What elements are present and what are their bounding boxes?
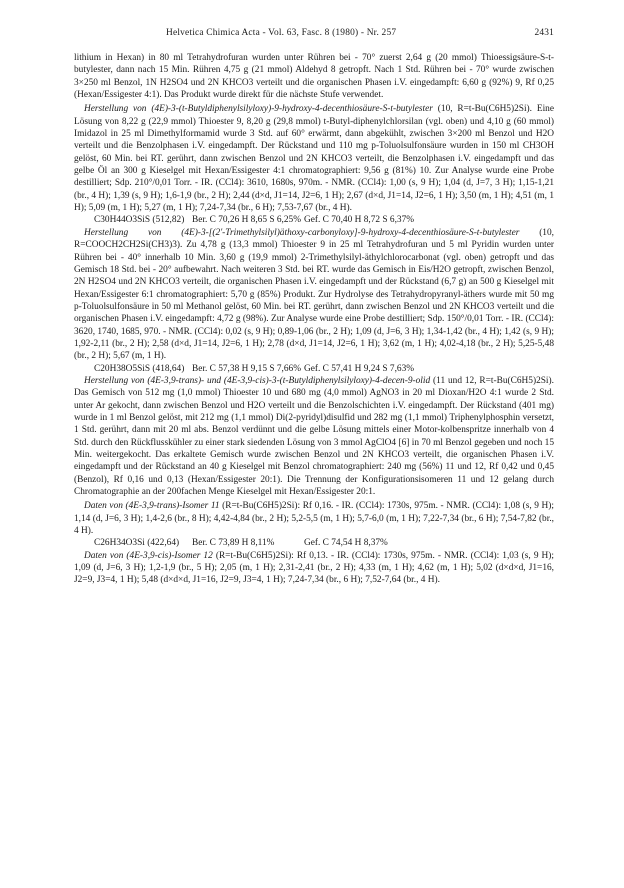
elemental-analysis: [74, 537, 554, 549]
journal-page: [74, 28, 554, 587]
section-title: Daten von (4E-3,9-trans)-Isomer 11: [84, 501, 220, 512]
paragraph-preparation-11-12: [74, 375, 554, 498]
page-number: 2431: [534, 28, 554, 38]
paragraph-text: (10, R=COOCH2CH2Si(CH3)3). Zu 4,78 g (13,3 mmol) Thioester 9 in 25 ml Tetrahydrofuran und 5 ml Pyridin wurden unter Rühren bei - 40° innerhalb 10 Min. 3,60 g (19,9 mmol) 2-Trimethylsilyl-äthylchlorocarbonat (vgl. oben) getropft und das Gemisch 18 Std. bei - 20° aufbewahrt. Nach weiteren 3 Std. bei RT. wurde das Gemisch in Eis/H2O getropft, zwischen Benzol, 2N H2SO4 und 2N KHCO3 verteilt, die organischen Phasen i.V. eingedampft und der Rückstand (6,7 g) an 500 g Kieselgel mit Hexan/Essigester 6:1 chromatographiert: 5,70 g (85%) Produkt. Zur Hydrolyse des Tetrahydropyranyl-äthers wurde mit 50 mg p-Toluolsulfonsäure in 50 ml Methanol gelöst, 60 Min. bei RT. gerührt, dann zwischen Benzol und 2N KHCO3 verteilt und die organischen Phasen i.V. eingedampft: 4,72 g (98%). Zur Analyse wurde eine Probe destilliert; Sdp. 150°/0,01 Torr. - IR. (CCl4): 3620, 1740, 1685, 970. - NMR. (CCl4): 0,02 (s, 9 H); 0,89-1,06 (br., 2 H); 1,09 (d, J=6, 3 H); 1,34-1,42 (br., 4 H); 1,42 (s, 9 H); 1,92-2,11 (br., 2 H); 2,58 (d×d, J1=14, J2=6, 1 H); 2,78 (d×d, J1=14, J2=6, 1 H); 3,62 (m, 1 H); 4,02-4,18 (br., 2 H); 5,25-5,48 (br., 2 H); 5,67 (m, 1 H).: [74, 227, 554, 362]
paragraph-preparation-10: [74, 103, 554, 214]
calculated-values: Ber. C 73,89 H 8,11%: [192, 538, 275, 549]
paragraph-data-isomer-11: [74, 500, 554, 537]
found-values: Gef. C 70,40 H 8,72 S 6,37%: [304, 215, 415, 226]
molecular-formula: C26H34O3Si (422,64): [94, 538, 180, 549]
paragraph-text: (10, R=t-Bu(C6H5)2Si). Eine Lösung von 8,22 g (22,9 mmol) Thioester 9, 8,20 g (29,8 mmol) t-Butyl-diphenylchlorsilan (vgl. oben) und 4,10 g (60 mmol) Imidazol in 25 ml Dimethylformamid wurde 3 Std. auf 60° erwärmt, dann abgekühlt, zwischen 3×200 ml Benzol und H2O verteilt und die Benzolphasen i.V. eingedampft. Der Rückstand und 110 mg p-Toluolsulfonsäure wurden in 150 ml CH3OH gelöst, 60 Min. bei RT. gerührt, dann zwischen Benzol und 2N KHCO3 verteilt, die Benzolphasen i.V. eingedampft und das gelbe Öl an 300 g Kieselgel mit Hexan/Essigester 4:1 chromatographiert: 9,56 g (81%) 10. Zur Analyse wurde eine Probe destilliert; Sdp. 210°/0,01 Torr. - IR. (CCl4): 3610, 1680s, 970m. - NMR. (CCl4): 1,00 (s, 9 H); 1,04 (d, J=7, 3 H); 1,15-1,21 (br., 4 H); 1,39 (s, 9 H); 1,6-1,9 (br., 2 H); 2,44 (d×d, J1=14, J2=6, 1 H); 2,67 (d×d, J1=14, J2=6, 1 H); 3,50 (m, 1 H); 4,51 (m, 1 H); 5,09 (m, 1 H); 5,27 (m, 1 H); 7,24-7,34 (br., 6 H); 7,53-7,67 (br., 4 H).: [74, 104, 554, 214]
paragraph-synthesis-9: lithium in Hexan) in 80 ml Tetrahydrofuran wurden unter Rühren bei - 70° zuerst 2,64 g (20 mmol) Thioessigsäure-S-t-butylester, dann nach 15 Min. Rühren 4,75 g (21 mmol) Aldehyd 8 getropft. Nach 1 Std. Rühren bei - 70° wurde zwischen 3×250 ml Benzol, 1N H2SO4 und 2N KHCO3 verteilt und die organischen Phasen i.V. eingedampft: 6,60 g (92%) 9, Rf 0,25 (Hexan/Essigester 4:1). Das Produkt wurde direkt für die nächste Stufe verwendet.: [74, 53, 554, 101]
section-title: Herstellung von (4E)-3-[(2'-Trimethylsilyl)äthoxy-carbonyloxy]-9-hydroxy-4-decenthiosäure-S-t-butylester: [84, 227, 520, 238]
section-title: Daten von (4E-3,9-cis)-Isomer 12: [84, 550, 213, 561]
paragraph-preparation-10-carbonate: [74, 227, 554, 363]
molecular-formula: C30H44O3SiS (512,82): [94, 215, 185, 226]
elemental-analysis: [74, 214, 554, 226]
paragraph-data-isomer-12: [74, 550, 554, 587]
section-title: Herstellung von (4E)-3-(t-Butyldiphenylsilyloxy)-9-hydroxy-4-decenthiosäure-S-t-butylester: [84, 104, 433, 115]
paragraph-text: (R=t-Bu(C6H5)2Si): Rf 0,13. - IR. (CCl4): 1730s, 975m. - NMR. (CCl4): 1,03 (s, 9 H); 1,09 (d, J=6, 3 H); 1,2-1,9 (br., 5 H); 2,05 (m, 1 H); 2,31-2,41 (br., 2 H); 4,33 (m, 1 H); 4,62 (m, 1 H); 5,02 (d×d×d, J1=16, J2=9, J3=4, 1 H); 5,48 (d×d×d, J1=16, J2=9, J3=4, 1 H); 7,24-7,34 (br., 6 H); 7,52-7,64 (br., 4 H).: [74, 550, 554, 586]
paragraph-text: (R=t-Bu(C6H5)2Si): Rf 0,16. - IR. (CCl4): 1730s, 975m. - NMR. (CCl4): 1,08 (s, 9 H); 1,14 (d, J=6, 3 H); 1,4-2,6 (br., 8 H); 4,42-4,84 (br., 2 H); 5,2-5,5 (m, 1 H); 5,7-6,0 (m, 1 H); 7,22-7,34 (br., 6 H); 7,54-7,82 (br., 4 H).: [74, 501, 554, 537]
calculated-values: Ber. C 57,38 H 9,15 S 7,66%: [192, 363, 302, 374]
section-title: Herstellung von (4E-3,9-trans)- und (4E-3,9-cis)-3-(t-Butyldiphenylsilyloxy)-4-decen-9-olid: [84, 375, 431, 386]
running-header: [74, 28, 554, 44]
article-body: [74, 52, 554, 587]
found-values: Gef. C 57,41 H 9,24 S 7,63%: [304, 363, 415, 374]
elemental-analysis: [74, 363, 554, 375]
found-values: Gef. C 74,54 H 8,37%: [304, 538, 388, 549]
paragraph-text: (11 und 12, R=t-Bu(C6H5)2Si). Das Gemisch von 512 mg (1,0 mmol) Thioester 10 und 680 mg (4,0 mmol) AgNO3 in 20 ml Dioxan/H2O 4:1 wurde 2 Std. unter Ar gekocht, dann zwischen Benzol und H2O verteilt und die Benzolschichten i.V. eingedampft. Der Rückstand (401 mg) wurde in 1 ml Benzol gelöst, mit 212 mg (1,1 mmol) Di(2-pyridyl)disulfid und 282 mg (1,1 mmol) Triphenylphosphin versetzt, 1 Std. gerührt, dann mit 20 ml abs. Benzol verdünnt und die gelbe Lösung mittels einer Motor-kolbenspritze innerhalb von 4 Std. durch den Rückflusskühler zu einer stark siedenden Lösung von 3 mmol AgClO4 [6] in 70 ml Benzol gegeben und noch 15 Min. weitergekocht. Das erkaltete Gemisch wurde zwischen Benzol und 2N KHCO3 verteilt, die organischen Phasen i.V. eingedampft und der Rückstand an 40 g Kieselgel mit Benzol chromatographiert: 240 mg (56%) 11 und 12, Rf 0,42 und 0,45 (Benzol), Rf 0,16 und 0,13 (Hexan/Essigester 20:1). Die Trennung der Konfigurationsisomeren 11 und 12 gelang durch Chromatographie an der 200fachen Menge Kieselgel mit Hexan/Essigester 20:1.: [74, 375, 554, 498]
molecular-formula: C20H38O5SiS (418,64): [94, 363, 185, 374]
calculated-values: Ber. C 70,26 H 8,65 S 6,25%: [192, 215, 302, 226]
journal-citation: Helvetica Chimica Acta - Vol. 63, Fasc. 8 (1980) - Nr. 257: [166, 28, 397, 38]
